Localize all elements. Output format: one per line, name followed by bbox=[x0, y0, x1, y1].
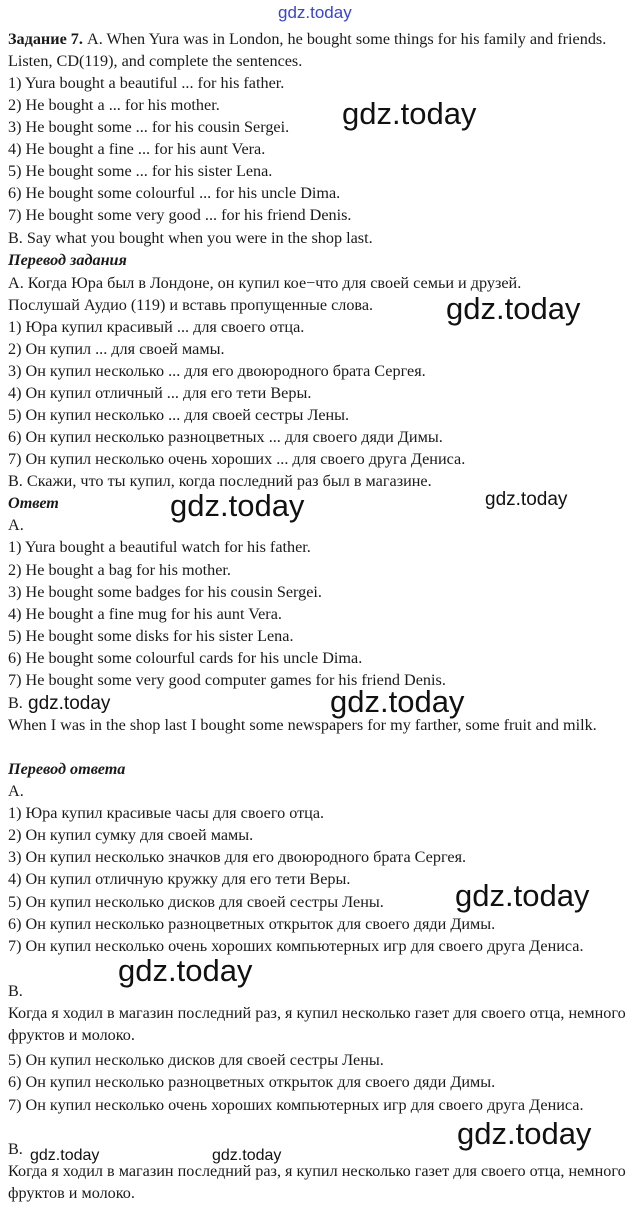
translation-item: 2) Он купил ... для своей мамы. bbox=[8, 340, 225, 358]
translation-item: 6) Он купил несколько разноцветных ... для своего дяди Димы. bbox=[8, 428, 443, 446]
answer-label-b: B. bbox=[8, 694, 23, 712]
answer-label-a: A. bbox=[8, 516, 24, 534]
watermark: gdz.today bbox=[118, 953, 253, 988]
repeat-item: 5) Он купил несколько дисков для своей сестры Лены. bbox=[8, 1051, 384, 1069]
translation-heading: Перевод задания bbox=[8, 251, 127, 269]
translation-item: 3) Он купил несколько ... для его двоюродного брата Сергея. bbox=[8, 362, 426, 380]
watermark: gdz.today bbox=[485, 489, 568, 510]
answer-item: 2) He bought a bag for his mother. bbox=[8, 561, 231, 579]
answer-item: 6) He bought some colourful cards for his uncle Dima. bbox=[8, 649, 363, 667]
translation-item: 1) Юра купил красивый ... для своего отца. bbox=[8, 318, 305, 336]
translation-part-b: В. Скажи, что ты купил, когда последний раз был в магазине. bbox=[8, 472, 432, 490]
watermark: gdz.today bbox=[342, 96, 477, 131]
watermark: gdz.today bbox=[212, 1147, 282, 1164]
task-item: 5) He bought some ... for his sister Lena. bbox=[8, 162, 273, 180]
answer-translation-heading: Перевод ответа bbox=[8, 760, 126, 778]
task-intro-text: A. When Yura was in London, he bought some things for his family and friends. Listen, CD(119), and complete the sentences. bbox=[8, 30, 607, 70]
watermark: gdz.today bbox=[30, 1147, 100, 1164]
answer-part-b: When I was in the shop last I bought some newspapers for my farther, some fruit and milk. bbox=[8, 716, 597, 734]
answer-item: 4) He bought a fine mug for his aunt Vera. bbox=[8, 605, 282, 623]
translation-item: 5) Он купил несколько ... для своей сестры Лены. bbox=[8, 406, 350, 424]
task-part-b: B. Say what you bought when you were in the shop last. bbox=[8, 229, 373, 247]
watermark: gdz.today bbox=[446, 291, 581, 326]
task-item: 2) He bought a ... for his mother. bbox=[8, 96, 220, 114]
answer-heading: Ответ bbox=[8, 494, 59, 512]
repeat-part-b: Когда я ходил в магазин последний раз, я купил несколько газет для своего отца, немного фруктов и молоко. bbox=[8, 1162, 626, 1202]
answer-translation-item: 2) Он купил сумку для своей мамы. bbox=[8, 826, 254, 844]
repeat-item: 7) Он купил несколько очень хороших компьютерных игр для своего друга Дениса. bbox=[8, 1096, 584, 1114]
task-item: 1) Yura bought a beautiful ... for his father. bbox=[8, 74, 285, 92]
watermark-top: gdz.today bbox=[278, 3, 352, 22]
answer-item: 1) Yura bought a beautiful watch for his father. bbox=[8, 538, 311, 556]
answer-translation-label-b: В. bbox=[8, 982, 23, 1000]
answer-translation-item: 7) Он купил несколько очень хороших компьютерных игр для своего друга Дениса. bbox=[8, 937, 584, 955]
repeat-label-b: В. bbox=[8, 1140, 23, 1158]
answer-translation-item: 5) Он купил несколько дисков для своей сестры Лены. bbox=[8, 893, 384, 911]
answer-item: 3) He bought some badges for his cousin Sergei. bbox=[8, 583, 322, 601]
translation-intro: Послушай Аудио (119) и вставь пропущенные слова. bbox=[8, 296, 374, 314]
translation-intro: А. Когда Юра был в Лондоне, он купил кое−что для своей семьи и друзей. bbox=[8, 274, 522, 292]
answer-item: 5) He bought some disks for his sister Lena. bbox=[8, 627, 294, 645]
watermark: gdz.today bbox=[330, 684, 465, 719]
answer-translation-item: 6) Он купил несколько разноцветных открыток для своего дяди Димы. bbox=[8, 915, 496, 933]
task-heading: Задание 7. bbox=[8, 30, 83, 48]
watermark: gdz.today bbox=[455, 878, 590, 913]
answer-item: 7) He bought some very good computer games for his friend Denis. bbox=[8, 671, 446, 689]
repeat-item: 6) Он купил несколько разноцветных открыток для своего дяди Димы. bbox=[8, 1073, 496, 1091]
answer-translation-item: 4) Он купил отличную кружку для его тети Веры. bbox=[8, 870, 351, 888]
task-item: 3) He bought some ... for his cousin Sergei. bbox=[8, 118, 290, 136]
task-item: 6) He bought some colourful ... for his uncle Dima. bbox=[8, 184, 341, 202]
answer-translation-part-b: Когда я ходил в магазин последний раз, я купил несколько газет для своего отца, немного фруктов и молоко. bbox=[8, 1004, 626, 1044]
task-item: 7) He bought some very good ... for his friend Denis. bbox=[8, 206, 352, 224]
watermark: gdz.today bbox=[457, 1116, 592, 1151]
task-item: 4) He bought a fine ... for his aunt Vera. bbox=[8, 140, 266, 158]
task-intro bbox=[8, 28, 632, 72]
watermark: gdz.today bbox=[28, 693, 111, 714]
answer-translation-label-a: А. bbox=[8, 782, 24, 800]
translation-item: 4) Он купил отличный ... для его тети Веры. bbox=[8, 384, 312, 402]
answer-translation-item: 1) Юра купил красивые часы для своего отца. bbox=[8, 804, 325, 822]
translation-item: 7) Он купил несколько очень хороших ... для своего друга Дениса. bbox=[8, 450, 466, 468]
answer-translation-item: 3) Он купил несколько значков для его двоюродного брата Сергея. bbox=[8, 848, 467, 866]
watermark: gdz.today bbox=[170, 488, 305, 523]
